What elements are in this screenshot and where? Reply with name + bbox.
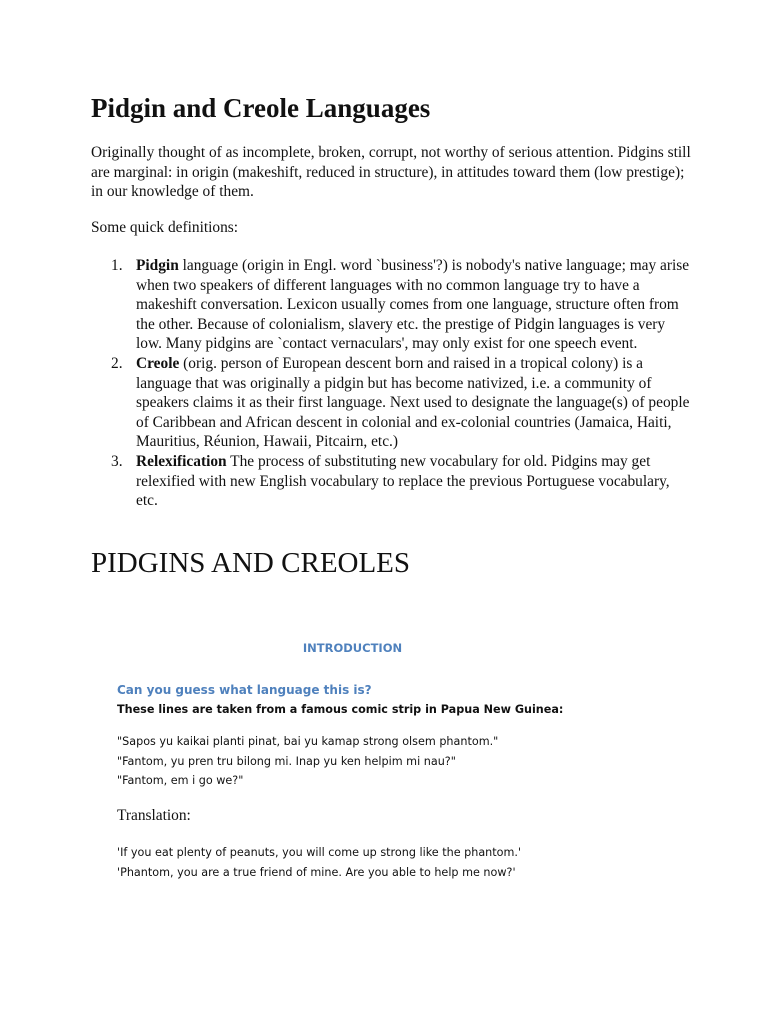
definition-term: Pidgin — [136, 257, 179, 274]
intro-paragraph: Originally thought of as incomplete, broken, corrupt, not worthy of serious attention. Pidgins still are marginal: in origin (makeshift, reduced in structure), in attitudes toward them (low prestige); in our knowledge of them. — [91, 144, 691, 201]
definition-text: (orig. person of European descent born and raised in a tropical colony) is a language that was originally a pidgin but has become nativized, i.e. a community of speakers claims it as their first language. Next used to designate the language(s) of people of Caribbean and African descent in colonial and ex-colonial countries (Jamaica, Haiti, Mauritius, Réunion, Hawaii, Pitcairn, etc.) — [136, 354, 690, 451]
question-heading: Can you guess what language this is? — [117, 683, 372, 697]
definitions-list — [91, 256, 691, 511]
definition-text: The process of substituting new vocabulary for old. Pidgins may get relexified with new English vocabulary to replace the previous Portuguese vocabulary, etc. — [136, 452, 670, 510]
quotes-list — [117, 732, 498, 791]
introduction-heading: INTRODUCTION — [302, 641, 403, 655]
definition-item — [91, 256, 691, 354]
source-line: These lines are taken from a famous comic strip in Papua New Guinea: — [117, 703, 564, 716]
definition-item — [91, 452, 691, 511]
quote-line: "Fantom, yu pren tru bilong mi. Inap yu ken helpim mi nau?" — [117, 754, 456, 768]
translation-label: Translation: — [117, 807, 191, 824]
translation-line: 'Phantom, you are a true friend of mine. Are you able to help me now?' — [117, 865, 516, 879]
quote-line: "Sapos yu kaikai planti pinat, bai yu kamap strong olsem phantom." — [117, 735, 499, 748]
definitions-lead: Some quick definitions: — [91, 219, 239, 236]
section-title: PIDGINS AND CREOLES — [91, 547, 411, 579]
translation-line: 'If you eat plenty of peanuts, you will come up strong like the phantom.' — [117, 846, 522, 859]
definition-term: Relexification — [136, 452, 227, 470]
translations-list — [117, 843, 521, 882]
definition-item — [91, 354, 691, 452]
page-title: Pidgin and Creole Languages — [91, 93, 431, 123]
definition-number: 3. — [111, 452, 123, 470]
definition-text: language (origin in Engl. word `business'?) is nobody's native language; may arise when two speakers of different languages with no common language try to have a makeshift conversation. Lexicon usually comes from one language, structure often from the other. Because of colonialism, slavery etc. the prestige of Pidgin languages is very low. Many pidgins are `contact vernaculars', may only exist for one speech event. — [136, 257, 690, 353]
quote-line: "Fantom, em i go we?" — [117, 774, 244, 788]
definition-number: 1. — [111, 257, 123, 274]
definition-number: 2. — [111, 354, 123, 372]
definition-term: Creole — [136, 354, 180, 372]
